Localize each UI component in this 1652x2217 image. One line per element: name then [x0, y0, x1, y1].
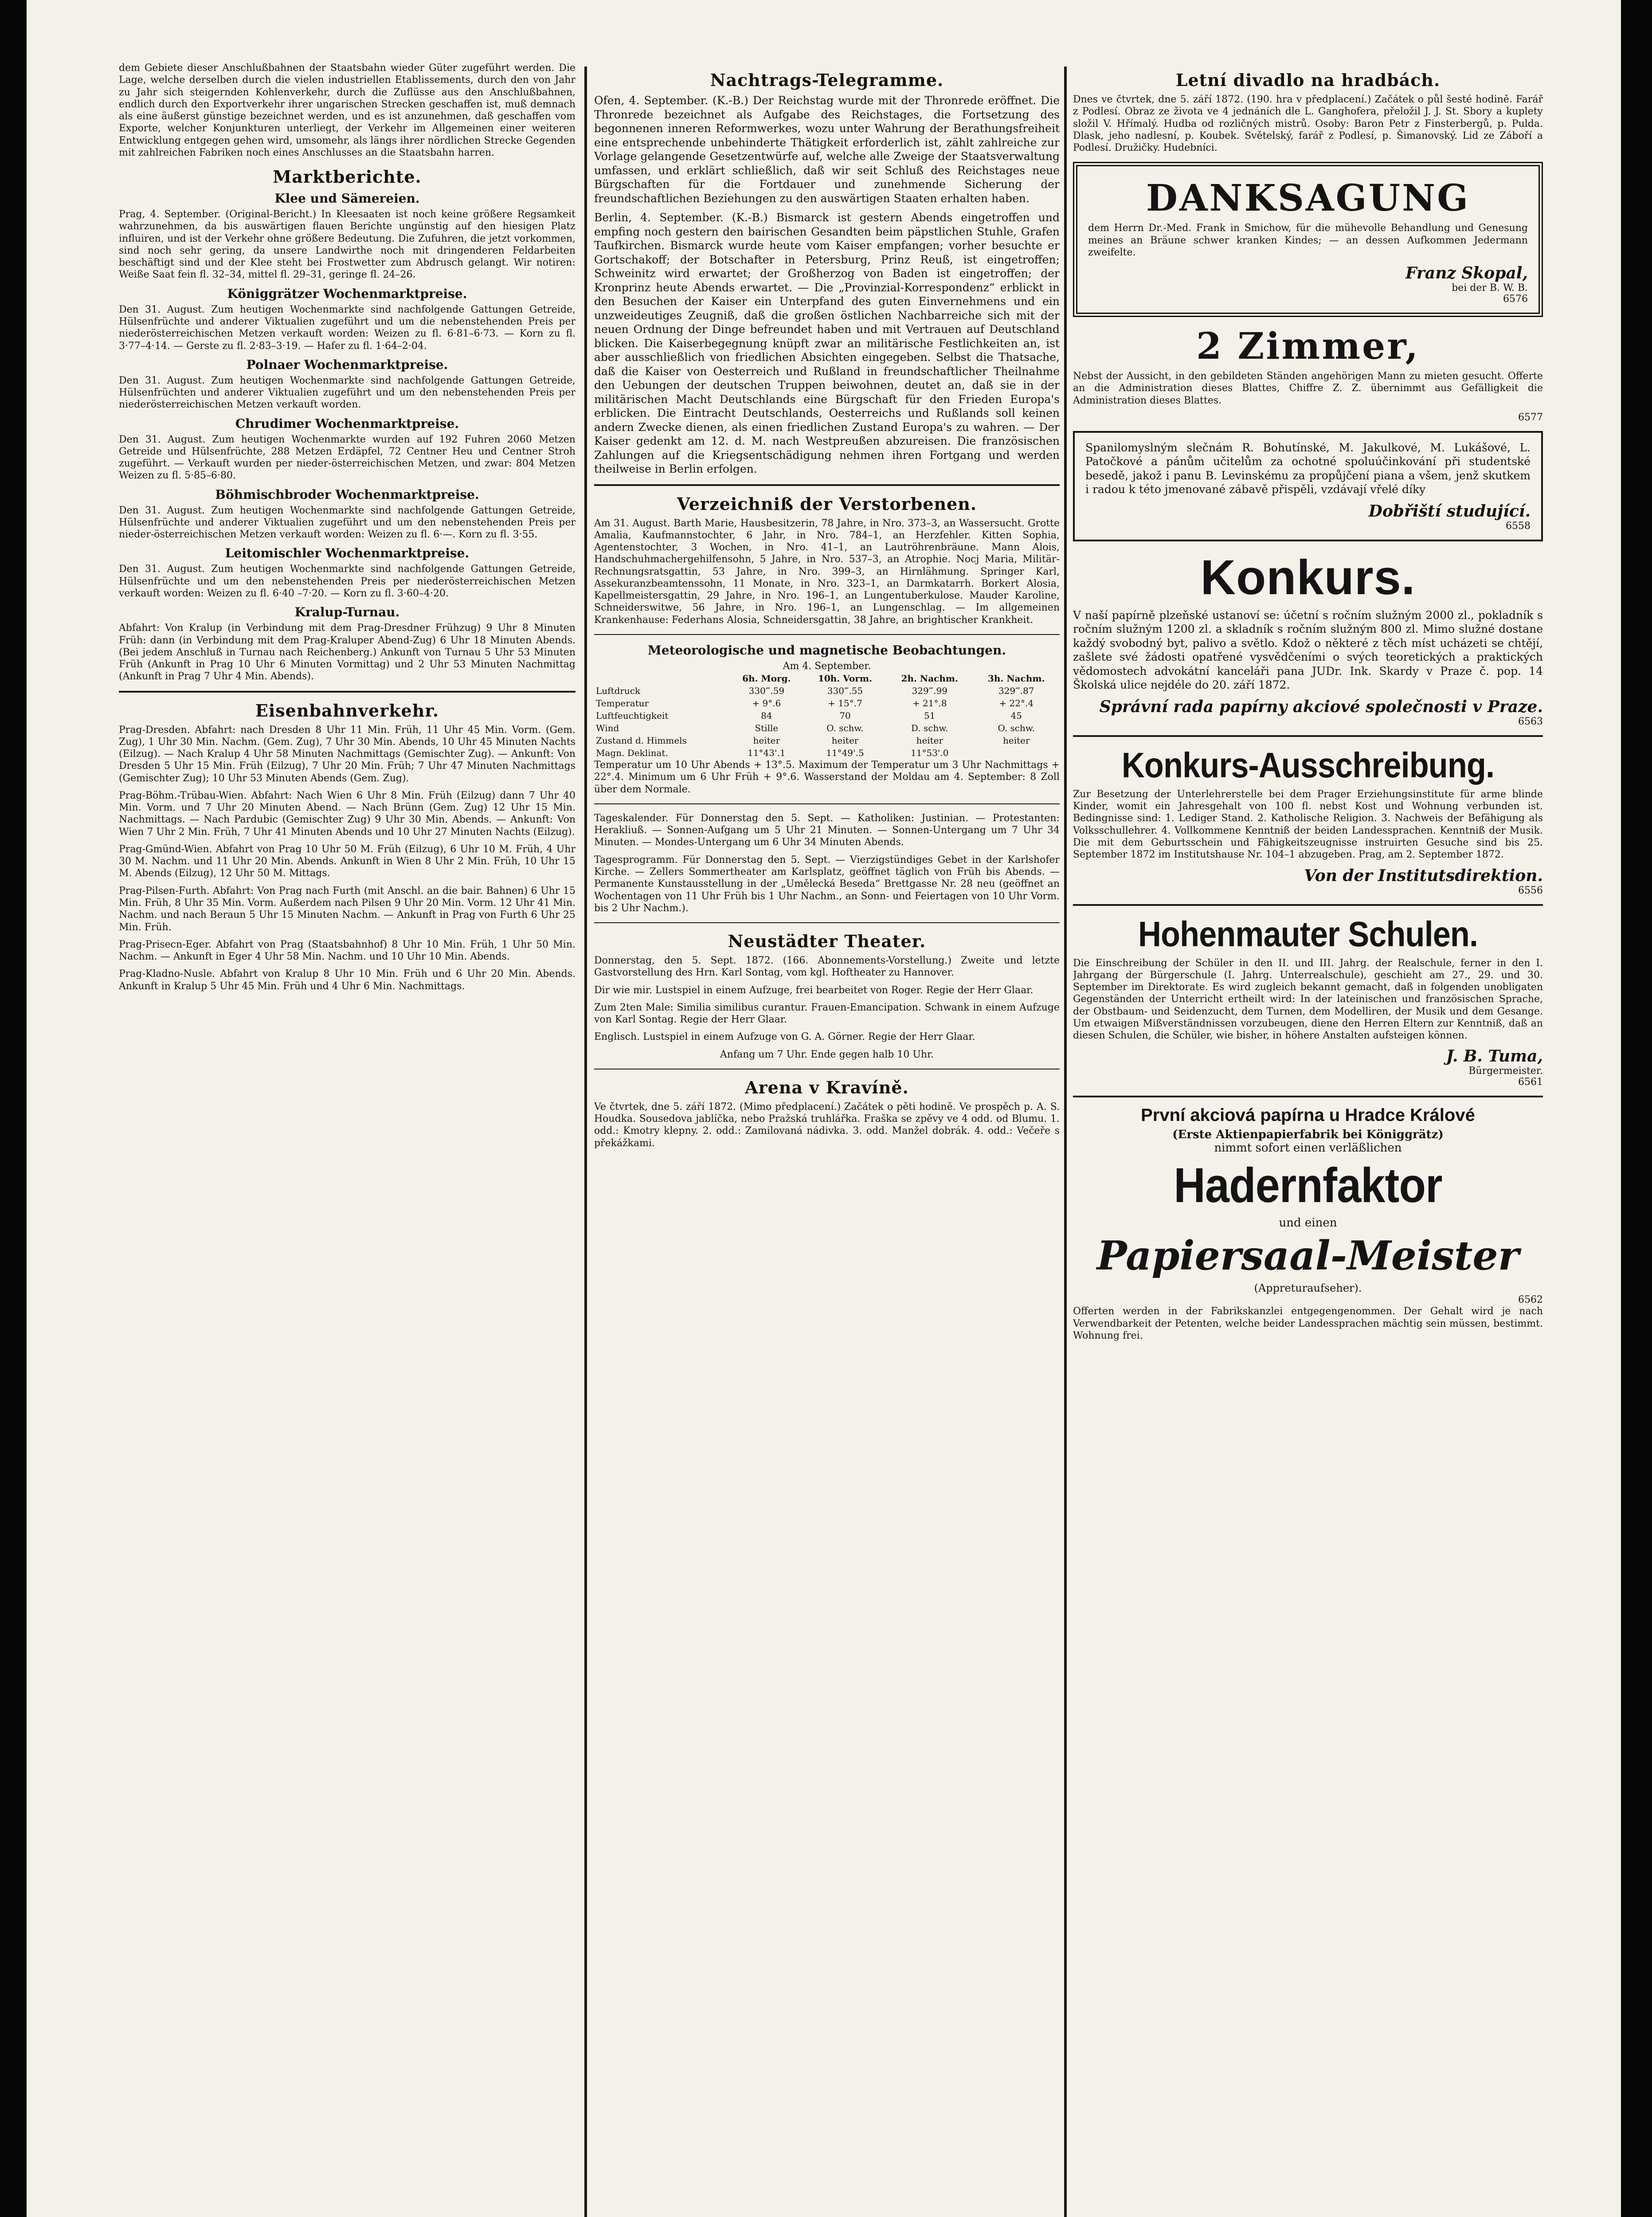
chrudim-text: Den 31. August. Zum heutigen Wochenmarkte wurden auf 192 Fuhren 2060 Metzen Getreide und Hülsenfrüchte, 288 Metzen Erdäpfel, 72 Centner Heu und Centner Stroh zugeführt. — Verkauft wurden per nieder-österreichischen Metzen, und zwar: 804 Metzen Weizen zu fl. 5·85–6·80. [119, 434, 575, 482]
meteo-cell: + 15°.7 [828, 698, 862, 709]
section-rule [1073, 735, 1543, 737]
section-rule [1073, 1096, 1543, 1097]
marktberichte-heading: Marktberichte. [273, 167, 422, 187]
meteo-col-header [594, 672, 729, 685]
meteo-col-header: 6h. Morg. [742, 673, 791, 684]
meteo-heading: Meteorologische und magnetische Beobachtungen. [647, 642, 1006, 658]
papirna-subtitle: (Erste Aktienpapierfabrik bei Königgrätz) [1172, 1128, 1444, 1142]
dekuji-text: Spanilomyslným slečnám R. Bohutínské, M. Jakulkové, M. Lukášové, L. Patočkové a pánům učitelům za ochotné spoluúčinkování při studentské besedě, jakož i panu B. Levinskému za propůjčení piana a všem, jenž skutkem i radou k této jmenované zábavě přispěli, vzdávají vřelé díky [1085, 441, 1531, 496]
klee-text: Prag, 4. September. (Original-Bericht.) In Kleesaaten ist noch keine größere Regsamkeit wahrzunehmen, da bis auswärtigen flauen Berichte ungünstig auf den hiesigen Platz influiren, und ist der Verkehr ohne größere Bedeutung. Die Zufuhren, die jetzt vorkommen, sind noch sehr gering, da unsere Landwirthe noch mit dringenderen Feldarbeiten beschäftigt sind und der Klee steht bei Frostwetter zum Abdrusch gelangt. Wir notiren: Weiße Saat fein fl. 32–34, mittel fl. 29–31, geringe fl. 24–26. [119, 209, 575, 281]
page-left-edge [0, 0, 27, 2217]
ad-number: 6577 [1518, 411, 1543, 423]
ofen-telegram: Ofen, 4. September. (K.-B.) Der Reichstag wurde mit der Thronrede eröffnet. Die Thronrede bezeichnet als Aufgabe des Reichstages, die Fortsetzung des begonnenen inneren Reformwerkes, wozu unter Wahrung der Berathungsfreiheit eine entsprechende unbehinderte Thätigkeit erforderlich ist, zählt zahlreiche zur Vorlage gelangende Gesetzentwürfe auf, welche alle Zweige der Staatsverwaltung umfassen, und erklärt schließlich, daß wir seit Schluß des Reichstages neue Bürgschaften für die Fortdauer und zunehmende Sicherung der freundschaftlichen Beziehungen zu den auswärtigen Staaten erhalten haben. [594, 94, 1060, 205]
meteo-date: Am 4. September. [783, 660, 871, 672]
leitomischl-text: Den 31. August. Zum heutigen Wochenmarkte sind nachfolgende Gattungen Getreide, Hülsenfrüchte und um den nebenstehenden Preis per niederösterreichischen Metzen verkauft worden: Weizen zu fl. 6·40 –7·20. — Korn zu fl. 3·60–4·20. [119, 564, 575, 599]
section-rule [594, 922, 1060, 923]
danksagung-title: DANKSAGUNG [1146, 177, 1470, 220]
ad-number: 6562 [1518, 1294, 1543, 1306]
rail-entry: Prag-Prisecn-Eger. Abfahrt von Prag (Staatsbahnhof) 8 Uhr 10 Min. Früh, 1 Uhr 50 Min. Nachm. — Ankunft in Eger 4 Uhr 58 Min. Nachm. und 10 Uhr 10 Min. Abends. [119, 939, 575, 963]
meteo-cell: + 9°.6 [752, 698, 781, 709]
hohenmauter-sign-sub: Bürgermeister. [1468, 1065, 1543, 1077]
tageskalender-text: Tageskalender. Für Donnerstag den 5. Sept. — Katholiken: Justinian. — Protestanten: Herakliuß. — Sonnen-Aufgang um 5 Uhr 21 Minuten. — Sonnen-Untergang um 7 Uhr 34 Minuten. — Mondes-Untergang um 6 Uhr 34 Minuten Abends. [594, 812, 1060, 848]
hohenmauter-title: Hohenmauter Schulen. [1138, 914, 1478, 954]
klee-title: Klee und Sämereien. [274, 191, 420, 206]
danksagung-sign: Franz Skopal, [1405, 264, 1528, 283]
intro-text: dem Gebiete dieser Anschlußbahnen der Staatsbahn wieder Güter zugeführt werden. Die Lage, welche derselben durch die vielen industriellen Etablissements, durch den von Jahr zu Jahr sich steigernden Kohlenverkehr, durch die Zuflüsse aus den Anschlußbahnen, endlich durch den Exportverkehr ihrer ungarischen Strecken geschaffen ist, muß demnach als eine äußerst günstige bezeichnet werden, und es ist anzunehmen, daß geschaffen vom Exporte, welcher Konjunkturen unterliegt, der Verkehr im Allgemeinen einer weiteren Entwicklung entgegen gehen wird, umsomehr, als längs ihrer nördlichen Strecke Gegenden mit zahlreichen Fabriken noch eines Anschlusses an die Staatsbahn harren. [119, 63, 575, 158]
theater-play: Englisch. Lustspiel in einem Aufzuge von G. A. Görner. Regie der Herr Glaar. [594, 1031, 975, 1043]
danksagung-text: dem Herrn Dr.-Med. Frank in Smichow, für die mühevolle Behandlung und Genesung meines an Bräune schwer kranken Kindes; — an dessen Aufkommen Jedermann zweifelte. [1088, 223, 1528, 258]
bohmbrod-title: Böhmischbroder Wochenmarktpreise. [215, 487, 479, 502]
meteo-cell: + 21°.8 [912, 698, 947, 709]
meteo-row [594, 734, 1060, 747]
meteo-note: Temperatur um 10 Uhr Abends + 13°.5. Maximum der Temperatur um 3 Uhr Nachmittags + 22°.4. Minimum um 6 Uhr Früh + 9°.6. Wasserstand der Moldau am 4. September: 8 Zoll über dem Normale. [594, 760, 1060, 795]
theater-play: Zum 2ten Male: Similia similibus curantur. Frauen-Emancipation. Schwank in einem Aufzuge von Karl Sontag. Regie der Herr Glaar. [594, 1002, 1060, 1026]
konkurs-title: Konkurs. [1200, 550, 1416, 605]
meteo-row [594, 722, 1060, 734]
section-rule [1073, 904, 1543, 906]
danksagung-sign-sub: bei der B. W. B. [1452, 282, 1528, 294]
meteo-cell: Temperatur [596, 698, 649, 709]
rail-entry: Prag-Gmünd-Wien. Abfahrt von Prag 10 Uhr 50 M. Früh (Eilzug), 6 Uhr 10 M. Früh, 4 Uhr 30 M. Nachm. und 11 Uhr 20 Min. Abends. Ankunft in Wien 8 Uhr 2 Min. Früh, 10 Uhr 15 M. Abends (Eilzug), 12 Uhr 50 M. Mittags. [119, 843, 575, 879]
meteo-cell: 329‴.87 [998, 685, 1034, 697]
meteo-row [594, 685, 1060, 697]
meteo-row [594, 747, 1060, 759]
dekuji-ad [1073, 431, 1543, 541]
meteo-cell: 11°53'.0 [911, 748, 949, 759]
rail-entry: Prag-Böhm.-Trübau-Wien. Abfahrt: Nach Wien 6 Uhr 8 Min. Früh (Eilzug) dann 7 Uhr 40 Min. Vorm. und 7 Uhr 20 Minuten Abend. — Nach Brünn (Gem. Zug) 12 Uhr 15 Min. Nachmittags. — Nach Pardubic (Gemischter Zug) 9 Uhr 30 Min. Abends. — Ankunft: Von Wien 7 Uhr 2 Min. Früh, 7 Uhr 41 Minuten Abends und 10 Uhr 27 Minuten Nachts (Eilzug). [119, 790, 575, 838]
meteo-cell: 330‴.55 [827, 685, 863, 697]
meteo-cell: 51 [924, 710, 936, 721]
ad-number: 6563 [1518, 716, 1543, 727]
koniggratz-text: Den 31. August. Zum heutigen Wochenmarkte sind nachfolgende Gattungen Getreide, Hülsenfrüchte und anderer Viktualien zugeführt und um die nebenstehenden Preis per niederösterreichischen Metzen verkauft worden: Weizen zu fl. 6·81–6·73. — Korn zu fl. 3·77–4·14. — Gerste zu fl. 2·83–3·19. — Hafer zu fl. 1·64–2·04. [119, 304, 575, 352]
meteo-row [594, 697, 1060, 709]
arena-heading: Arena v Kravíně. [745, 1077, 909, 1097]
meteo-cell: 70 [839, 710, 851, 721]
meteo-cell: heiter [831, 735, 859, 746]
column-rule-1 [584, 67, 587, 2217]
ausschreibung-text: Zur Besetzung der Unterlehrerstelle bei dem Prager Erziehungsinstitute für arme blinde Kinder, womit ein Jahresgehalt von 100 fl. nebst Kost und Wohnung verbunden ist. Bedingnisse sind: 1. Lediger Stand. 2. Katholische Religion. 3. Nachweis der Befähigung als Volksschullehrer. 4. Vollkommene Kenntniß der beiden Landessprachen. Kenntniß der Musik. Die mit dem Geburtsschein und Fähigkeitszeugnisse instruirten Gesuche sind bis 25. September 1872 im Institutshause Nr. 104–1 abzugeben. Prag, am 2. September 1872. [1073, 788, 1543, 861]
ausschreibung-title: Konkurs-Ausschreibung. [1121, 745, 1495, 785]
und-einen: und einen [1279, 1216, 1337, 1230]
meteo-row [594, 709, 1060, 722]
leitomischl-title: Leitomischler Wochenmarktpreise. [225, 546, 470, 561]
meteo-col-header: 3h. Nachm. [988, 673, 1045, 684]
meteo-cell: Stille [755, 723, 779, 734]
bohmbrod-text: Den 31. August. Zum heutigen Wochenmarkte sind nachfolgende Gattungen Getreide, Hülsenfrüchte und anderer Viktualien zugeführt und um den nebenstehenden Preis per nieder-österreichischen Metzen verkauft worden: Weizen zu fl. 6·—. Korn zu fl. 3·55. [119, 505, 575, 541]
papiersaal-text: Offerten werden in der Fabrikskanzlei entgegengenommen. Der Gehalt wird je nach Verwendbarkeit der Petenten, welche beider Landessprachen mächtig sein müssen, bestimmt. Wohnung frei. [1073, 1306, 1543, 1341]
verstorbene-heading: Verzeichniß der Verstorbenen. [677, 494, 977, 514]
zimmer-title: 2 Zimmer, [1196, 325, 1420, 368]
chrudim-title: Chrudimer Wochenmarktpreise. [235, 416, 459, 431]
meteo-cell: 11°43'.1 [748, 748, 786, 759]
column-1 [119, 62, 575, 2217]
papiersaal-subtitle: (Appreturaufseher). [1254, 1282, 1362, 1295]
meteo-cell: heiter [753, 735, 780, 746]
meteo-cell: Luftfeuchtigkeit [596, 710, 669, 721]
meteo-col-header: 2h. Nachm. [901, 673, 958, 684]
berlin-telegram: Berlin, 4. September. (K.-B.) Bismarck ist gestern Abends eingetroffen und empfing noch gestern den bairischen Gesandten beim päpstlichen Stuhle, Grafen Taufkirchen. Bismarck wurde heute vom Kaiser empfangen; vorher besuchte er Gortschakoff; der Botschafter in Petersburg, Prinz Reuß, ist eingetroffen; Schweinitz wird erwartet; der Großherzog von Baden ist eingetroffen; der Kronprinz heute Abends erwartet. — Die „Provinzial-Korrespondenz“ erblickt in den Besuchen der Kaiser ein Unterpfand des guten Einvernehmens und ein unzweideutiges Zeugniß, daß die großen östlichen Nachbarreiche sich mit der neuen Ordnung der Dinge befreundet haben und mit Vertrauen auf Deutschland blicken. Die Kaiserbegegnung knüpft zwar an militärische Festlichkeiten an, ist aber ausschließlich von friedlichen Absichten eingegeben. Selbst die Thatsache, daß die Kaiser von Oesterreich und Rußland in freundschaftlicher Theilnahme den Uebungen der deutschen Truppen beiwohnen, deutet an, daß sie in der militärischen Macht Deutschlands eine Bürgschaft für den Frieden Europa's erblicken. Die Eintracht Deutschlands, Oesterreichs und Rußlands soll keinen andern Zwecke dienen, als einen friedlichen Zustand Europa's zu wahren. — Der Kaiser gedenkt am 12. d. M. nach Westpreußen abzureisen. Die französischen Zahlungen auf die Kriegsentschädigung nehmen ihren Fortgang und werden theilweise in Berlin erfolgen. [594, 211, 1060, 475]
ad-number: 6558 [1506, 520, 1531, 532]
section-rule [594, 484, 1060, 486]
section-rule [594, 803, 1060, 804]
meteo-cell: heiter [916, 735, 943, 746]
section-rule [119, 691, 575, 693]
konkurs-text: V naší papírně plzeňské ustanoví se: účetní s ročním služným 2000 zl., pokladník s ročním služným 1200 zl. a skladník s ročním služným 800 zl. Mimo služné dostane každý svobodný byt, palivo a světlo. Kdož o některé z těch míst ucházeti se chtějí, zašlete své žádosti opatřené vysvědčeními o svých teoretických a praktických vědomostech advokátní kanceláři pana JUDr. Ink. Skardy v Praze č. pop. 14 Školská ulice nejdéle do 20. září 1872. [1073, 608, 1543, 692]
ad-number: 6556 [1518, 885, 1543, 896]
column-2 [594, 62, 1060, 2217]
telegramme-heading: Nachtrags-Telegramme. [710, 70, 944, 90]
ausschreibung-sign: Von der Institutsdirektion. [1304, 866, 1543, 885]
danksagung-ad [1073, 162, 1543, 317]
tagesprogramm-text: Tagesprogramm. Für Donnerstag den 5. Sept. — Vierzigstündiges Gebet in der Karlshofer Kirche. — Zellers Sommertheater am Karlsplatz, geöffnet täglich von Früh bis Abends. — Permanente Kunstausstellung in der „Umělecká Beseda“ Brettgasse Nr. 28 neu (geöffnet an Wochentagen von 11 Uhr Früh bis 1 Uhr Nachm., an Sonn- und Feiertagen von 10 Uhr Vorm. bis 2 Uhr Nachm.). [594, 854, 1060, 914]
theater-play: Dir wie mir. Lustspiel in einem Aufzuge, frei bearbeitet von Roger. Regie der Herr Glaar. [594, 984, 1033, 996]
theater-heading: Neustädter Theater. [728, 931, 926, 952]
polna-title: Polnaer Wochenmarktpreise. [246, 357, 448, 372]
rail-entry: Prag-Pilsen-Furth. Abfahrt: Von Prag nach Furth (mit Anschl. an die bair. Bahnen) 6 Uhr 15 Min. Früh, 8 Uhr 35 Min. Vorm. Außerdem nach Pilsen 9 Uhr 20 Min. Vorm. 12 Uhr 41 Min. Nachm. und nach Beraun 5 Uhr 15 Minuten Nachm. — Ankunft in Prag von Furth 6 Uhr 25 Min. Früh. [119, 885, 575, 933]
meteo-cell: 330‴.59 [748, 685, 785, 697]
rail-entry: Prag-Kladno-Nusle. Abfahrt von Kralup 8 Uhr 10 Min. Früh und 6 Uhr 20 Min. Abends. Ankunft in Kralup 5 Uhr 45 Min. Früh und 4 Uhr 6 Min. Nachmittags. [119, 968, 575, 992]
hadernfaktor-title: Hadernfaktor [1174, 1158, 1442, 1213]
ad-number: 6576 [1503, 294, 1528, 305]
meteo-col-header: 10h. Vorm. [818, 673, 872, 684]
meteo-cell: Zustand d. Himmels [596, 735, 687, 746]
rail-entry: Prag-Dresden. Abfahrt: nach Dresden 8 Uhr 11 Min. Früh, 11 Uhr 45 Min. Vorm. (Gem. Zug), 1 Uhr 30 Min. Nachm. (Gem. Zug), 7 Uhr 30 Min. Abends, 10 Uhr 45 Minuten Nachts (Eilzug). — Nach Kralup 4 Uhr 58 Minuten Nachmittags (Gemischter Zug). — Ankunft: Von Dresden 5 Uhr 15 Min. Früh (Eilzug), 7 Uhr 20 Min. Früh; 7 Uhr 47 Minuten Nachmittags (Gemischter Zug); 10 Uhr 53 Minuten Abends (Gem. Zug). [119, 724, 575, 784]
eisenbahn-heading: Eisenbahnverkehr. [255, 700, 439, 721]
dekuji-sign: Dobřiští studující. [1368, 501, 1531, 521]
meteo-cell: O. schw. [998, 723, 1035, 734]
letni-divadlo-text: Dnes ve čtvrtek, dne 5. září 1872. (190. hra v předplacení.) Začátek o půl šesté hodině. Farář z Podlesí. Obraz ze života ve 4 jednáních dle L. Ganghofera, přeložil J. J. St. Sbory a kuplety složil V. Hřímalý. Hudba od rozličných mistrů. Osoby: Baron Petr z Finsterbergů, p. Pulda. Dlask, jeho nadlesní, p. Koubek. Světelský, farář z Podlesí, p. Šimanovský. Lid ze Záboří a Podlesí. Družičky. Hudebníci. [1073, 94, 1543, 154]
meteo-cell: Wind [596, 723, 619, 734]
meteo-cell [973, 747, 1060, 759]
koniggratz-title: Königgrätzer Wochenmarktpreise. [227, 286, 467, 301]
meteo-cell: Magn. Deklinat. [596, 748, 668, 759]
kralup-title: Kralup-Turnau. [294, 605, 400, 620]
letni-divadlo-heading: Letní divadlo na hradbách. [1175, 70, 1441, 90]
meteo-cell: + 22°.4 [999, 698, 1034, 709]
hohenmauter-text: Die Einschreibung der Schüler in den II. und III. Jahrg. der Realschule, ferner in den I. Jahrgang der Bürgerschule (I. Jahrg. Unterrealschule), geschieht am 27., 29. und 30. September im Direktorate. Es wird zugleich bekannt gemacht, daß in folgenden unobligaten Gegenständen der Unterricht ertheilt wird: In der lateinischen und französischen Sprache, der Obstbaum- und Seidenzucht, dem Turnen, dem Modelliren, der Musik und dem Gesange. Um etwaigen Mißverständnissen vorzubeugen, diene den Herren Eltern zur Kenntniß, daß an diesen Schulen, die Schüler, wie bisher, in höhere Anstalten aufsteigen können. [1073, 957, 1543, 1042]
zimmer-text: Nebst der Aussicht, in den gebildeten Ständen angehörigen Mann zu mieten gesucht. Offerte an die Administration dieses Blattes, Chiffre Z. Z. übernimmt aus Gefälligkeit die Administration dieses Blattes. [1073, 371, 1543, 406]
meteo-cell: 45 [1010, 710, 1022, 721]
papirna-subtitle-2: nimmt sofort einen verläßlichen [1214, 1141, 1402, 1155]
meteo-cell: 11°49'.5 [826, 748, 864, 759]
section-rule [594, 634, 1060, 635]
meteo-cell: 329‴.99 [912, 685, 947, 697]
arena-text: Ve čtvrtek, dne 5. září 1872. (Mimo předplacení.) Začátek o pěti hodině. Ve prospěch p. A. S. Houdka. Sousedova jablíčka, nebo Pražská truhlářka. Fraška se zpěvy ve 4 odd. od Blumu. 1. odd.: Kmotry klepny. 2. odd.: Zamilovaná nádivka. 3. odd. Manžel dobrák. 4. odd.: Večeře s překážkami. [594, 1101, 1060, 1149]
konkurs-sign: Správní rada papírny akciové společnosti v Praze. [1099, 697, 1543, 716]
papiersaal-title: Papiersaal-Meister [1096, 1232, 1519, 1280]
meteo-cell: heiter [1002, 735, 1030, 746]
verstorbene-text: Am 31. August. Barth Marie, Hausbesitzerin, 78 Jahre, in Nro. 373–3, an Wassersucht. Grotte Amalia, Kaufmannstochter, 6 Jahr, in Nro. 784–1, an Herzfehler. Kitten Sophia, Agentenstochter, 3 Wochen, in Nro. 41–1, an Lautröhrenbräune. Mann Alois, Handschuhmachergehilfensohn, 5 Jahre, in Nro. 537–3, an Atrophie. Nocj Maria, Militär-Rechnungsratsgattin, 53 Jahre, in Nro. 399–3, an Hirnlähmung. Springer Karl, Assekuranzbeamtenssohn, 11 Monate, in Nro. 323–1, an Darmkatarrh. Borkert Alosia, Kapellmeistersgattin, 29 Jahre, in Nro. 196–1, an Lungentuberkulose. Mauder Karoline, Schneiderswitwe, 56 Jahre, in Nro. 196–1, an Lungenschlag. — Im allgemeinen Krankenhause: Federhans Alosia, Schneidersgattin, 38 Jahre, an brightischer Krankheit. [594, 517, 1060, 626]
column-3 [1073, 62, 1543, 2217]
papirna-title: První akciová papírna u Hradce Králové [1141, 1105, 1475, 1125]
theater-text: Donnerstag, den 5. Sept. 1872. (166. Abonnements-Vorstellung.) Zweite und letzte Gastvorstellung des Hrn. Karl Sontag, vom kgl. Hoftheater zu Hannover. [594, 955, 1060, 979]
theater-time: Anfang um 7 Uhr. Ende gegen halb 10 Uhr. [720, 1049, 934, 1060]
meteo-cell: Luftdruck [596, 685, 641, 697]
ad-number: 6561 [1518, 1077, 1543, 1088]
meteo-table [594, 672, 1060, 759]
polna-text: Den 31. August. Zum heutigen Wochenmarkte sind nachfolgende Gattungen Getreide, Hülsenfrüchten und anderer Viktualien zugeführt und um den nebenstehenden Preis per niederösterreichischen Metzen verkauft worden. [119, 375, 575, 411]
hohenmauter-sign: J. B. Tuma, [1446, 1047, 1543, 1066]
page-right-edge [1621, 0, 1652, 2217]
column-rule-2 [1064, 67, 1067, 2217]
meteo-cell: 84 [761, 710, 772, 721]
meteo-cell: D. schw. [911, 723, 948, 734]
meteo-cell: O. schw. [826, 723, 864, 734]
kralup-text: Abfahrt: Von Kralup (in Verbindung mit dem Prag-Dresdner Frühzug) 9 Uhr 8 Minuten Früh: dann (in Verbindung mit dem Prag-Kraluper Abend-Zug) 6 Uhr 18 Minuten Abends. (Bei jedem Anschluß in Turnau nach Reichenberg.) Ankunft von Turnau 5 Uhr 53 Minuten Früh (Ankunft in Prag 10 Uhr 6 Minuten Vormittag) und 2 Uhr 53 Minuten Nachmittag (Ankunft in Prag 7 Uhr 4 Min. Abends). [119, 623, 575, 682]
